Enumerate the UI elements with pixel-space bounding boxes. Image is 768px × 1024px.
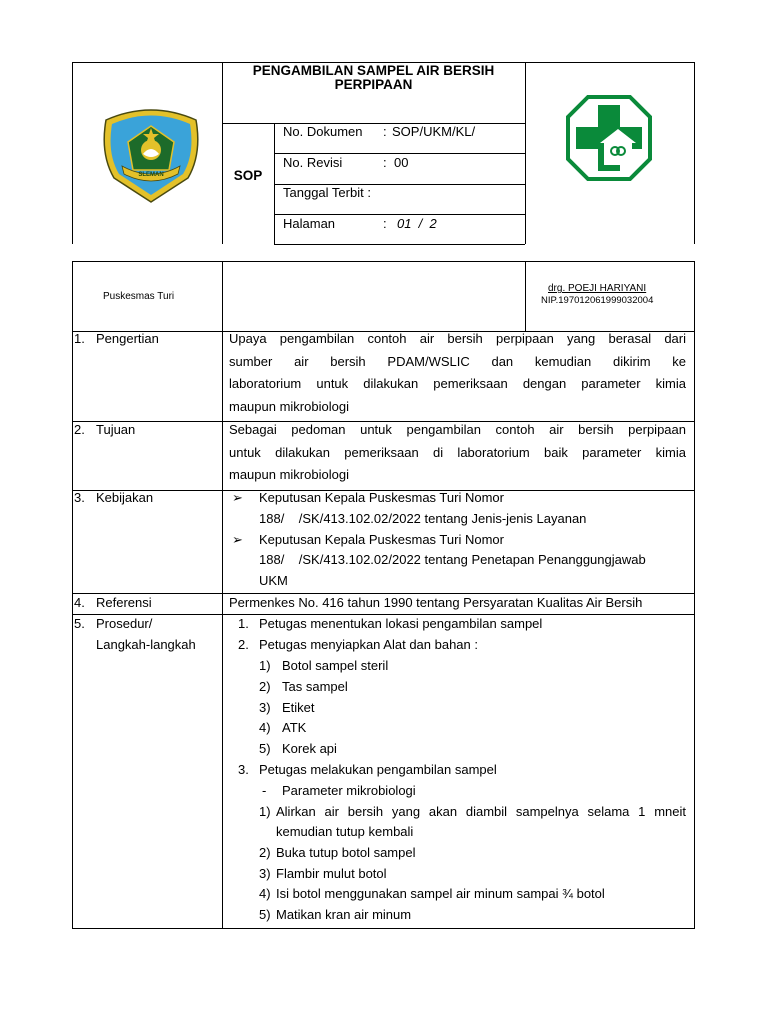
section-number: 2. bbox=[74, 422, 85, 437]
doc-field-value: SOP/UKM/KL/ bbox=[392, 124, 476, 139]
text-line: Upaya pengambilan contoh air bersih perpipaan yang berasal dari bbox=[229, 331, 686, 346]
step-number: 2. bbox=[238, 637, 249, 652]
text-line: maupun mikrobiologi bbox=[229, 398, 349, 414]
list-item-number: 2) bbox=[259, 845, 271, 860]
puskesmas-logo bbox=[566, 95, 652, 181]
step-text: Petugas menyiapkan Alat dan bahan : bbox=[259, 637, 478, 652]
doc-field-label: Halaman bbox=[283, 216, 336, 231]
list-item: Botol sampel steril bbox=[282, 658, 389, 673]
text-line: untuk dilakukan pemeriksaan di laboratorium baik parameter kimia bbox=[229, 444, 686, 460]
document-title-line1: PENGAMBILAN SAMPEL AIR BERSIH bbox=[252, 63, 495, 78]
pengertian-text bbox=[229, 328, 686, 418]
regency-crest-logo bbox=[98, 104, 204, 206]
list-item-number: 5) bbox=[259, 741, 271, 756]
section-label-kebijakan: Kebijakan bbox=[96, 490, 154, 505]
section-label-prosedur-line2: Langkah-langkah bbox=[96, 637, 196, 652]
referensi-text: Permenkes No. 416 tahun 1990 tentang Persyaratan Kualitas Air Bersih bbox=[229, 595, 643, 610]
step-text: Petugas menentukan lokasi pengambilan sampel bbox=[259, 616, 543, 631]
list-item-number: 1) bbox=[259, 804, 271, 819]
policy-line: Keputusan Kepala Puskesmas Turi Nomor bbox=[259, 532, 504, 547]
param-label: Parameter mikrobiologi bbox=[282, 783, 416, 798]
signer-name: drg. POEJI HARIYANI bbox=[548, 283, 647, 294]
section-label-tujuan: Tujuan bbox=[96, 422, 136, 437]
list-item-continuation: kemudian tutup kembali bbox=[276, 824, 414, 839]
list-item: Matikan kran air minum bbox=[276, 907, 412, 922]
section-number: 3. bbox=[74, 490, 85, 505]
list-item-number: 2) bbox=[259, 679, 271, 694]
policy-line: UKM bbox=[259, 573, 288, 588]
text-line: maupun mikrobiologi bbox=[229, 467, 349, 482]
policy-line: Keputusan Kepala Puskesmas Turi Nomor bbox=[259, 490, 504, 505]
list-item-number: 3) bbox=[259, 866, 271, 881]
doc-field-value: 01 / 2 bbox=[397, 216, 437, 231]
text-line: sumber air bersih PDAM/WSLIC dan kemudian dikirim ke bbox=[229, 353, 686, 369]
list-item: ATK bbox=[282, 720, 307, 735]
list-item-number: 5) bbox=[259, 907, 271, 922]
list-item-number: 4) bbox=[259, 720, 271, 735]
list-item-number: 4) bbox=[259, 886, 271, 901]
policy-line: 188/ /SK/413.102.02/2022 tentang Penetapan Penanggungjawab bbox=[259, 552, 646, 567]
doc-field-value: 00 bbox=[394, 155, 409, 170]
doc-field-sep: : bbox=[383, 216, 387, 231]
list-item: Flambir mulut botol bbox=[276, 866, 387, 881]
step-text: Petugas melakukan pengambilan sampel bbox=[259, 762, 497, 777]
crest-ribbon-text: SLEMAN bbox=[138, 172, 164, 178]
list-item-number: 1) bbox=[259, 658, 271, 673]
doc-field-label: Tanggal Terbit : bbox=[283, 185, 371, 200]
list-item: Etiket bbox=[282, 700, 315, 715]
list-item: Isi botol menggunakan sampel air minum sampai ¾ botol bbox=[276, 886, 605, 901]
param-dash: - bbox=[262, 783, 267, 798]
section-number: 1. bbox=[74, 331, 85, 346]
document-title-line2: PERPIPAAN bbox=[334, 77, 413, 92]
institution-name: Puskesmas Turi bbox=[103, 291, 175, 302]
doc-field-label: No. Dokumen bbox=[283, 124, 363, 139]
signer-nip: NIP.197012061999032004 bbox=[541, 295, 654, 306]
section-number: 5. bbox=[74, 616, 85, 631]
policy-line: 188/ /SK/413.102.02/2022 tentang Jenis-jenis Layanan bbox=[259, 511, 587, 526]
list-item: Korek api bbox=[282, 741, 337, 756]
step-number: 3. bbox=[238, 762, 249, 777]
step-number: 1. bbox=[238, 616, 249, 631]
doc-field-label: No. Revisi bbox=[283, 155, 343, 170]
arrow-bullet-icon: ➢ bbox=[232, 532, 243, 547]
section-label-prosedur: Prosedur/ bbox=[96, 616, 153, 631]
arrow-bullet-icon: ➢ bbox=[232, 490, 243, 505]
section-label-pengertian: Pengertian bbox=[96, 331, 159, 346]
doc-field-sep: : bbox=[383, 124, 387, 139]
section-label-referensi: Referensi bbox=[96, 595, 152, 610]
sop-label: SOP bbox=[233, 168, 263, 183]
list-item: Buka tutup botol sampel bbox=[276, 845, 416, 860]
list-item: Tas sampel bbox=[282, 679, 348, 694]
section-number: 4. bbox=[74, 595, 85, 610]
text-line: laboratorium untuk dilakukan pemeriksaan dengan parameter kimia bbox=[229, 376, 686, 391]
list-item: Alirkan air bersih yang akan diambil sampelnya selama 1 mneit bbox=[276, 804, 686, 819]
tujuan-text bbox=[229, 419, 686, 487]
text-line: Sebagai pedoman untuk pengambilan contoh air bersih perpipaan bbox=[229, 422, 686, 437]
doc-field-sep: : bbox=[383, 155, 387, 170]
list-item-number: 3) bbox=[259, 700, 271, 715]
